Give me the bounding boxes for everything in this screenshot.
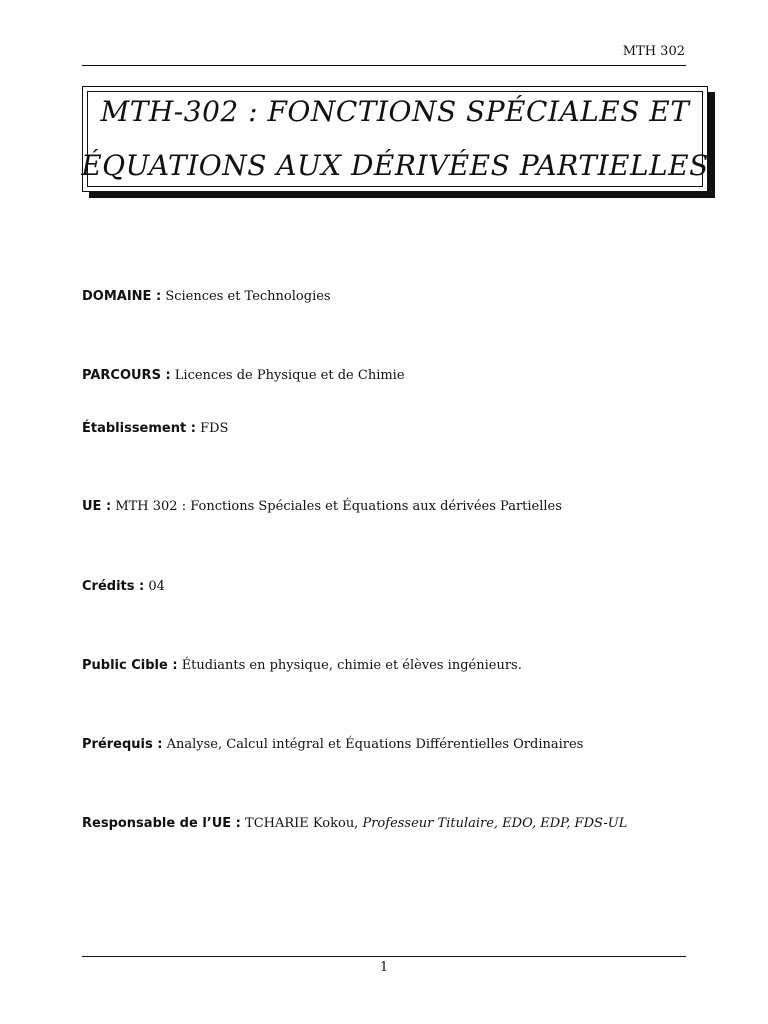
- field-ue-value: MTH 302 : Fonctions Spéciales et Équations aux dérivées Partielles: [115, 499, 562, 514]
- field-ue-label: UE :: [82, 499, 112, 514]
- field-domaine-label: DOMAINE :: [82, 289, 162, 304]
- field-parcours-value: Licences de Physique et de Chimie: [174, 368, 405, 383]
- field-responsable: [82, 816, 627, 831]
- field-etablissement-value: FDS: [200, 421, 229, 436]
- field-credits-value: 04: [148, 579, 165, 594]
- field-etablissement-label: Établissement :: [82, 421, 196, 436]
- title-box-inner: [81, 91, 709, 187]
- field-responsable-label: Responsable de l’UE :: [82, 816, 241, 831]
- field-public-cible-label: Public Cible :: [82, 658, 178, 673]
- footer-rule: [82, 956, 686, 957]
- field-responsable-value: TCHARIE Kokou,: [245, 816, 359, 831]
- field-etablissement: [82, 421, 228, 436]
- field-parcours: [82, 368, 405, 383]
- title-line-2: ÉQUATIONS AUX DÉRIVÉES PARTIELLES: [81, 149, 709, 182]
- running-header: MTH 302: [622, 44, 685, 59]
- title-box: [82, 86, 708, 192]
- header-rule: [82, 65, 686, 66]
- field-public-cible-value: Étudiants en physique, chimie et élèves ingénieurs.: [181, 658, 522, 673]
- field-domaine-value: Sciences et Technologies: [165, 289, 331, 304]
- field-domaine: [82, 289, 331, 304]
- field-public-cible: [82, 658, 522, 673]
- field-prerequis: [82, 737, 583, 752]
- field-prerequis-value: Analyse, Calcul intégral et Équations Différentielles Ordinaires: [166, 737, 584, 752]
- field-credits: [82, 579, 165, 594]
- page-number: 1: [379, 960, 389, 975]
- title-line-1: MTH-302 : FONCTIONS SPÉCIALES ET: [100, 95, 690, 128]
- field-prerequis-label: Prérequis :: [82, 737, 163, 752]
- field-responsable-title: Professeur Titulaire, EDO, EDP, FDS-UL: [362, 816, 628, 831]
- field-parcours-label: PARCOURS :: [82, 368, 171, 383]
- field-ue: [82, 499, 562, 514]
- field-credits-label: Crédits :: [82, 579, 145, 594]
